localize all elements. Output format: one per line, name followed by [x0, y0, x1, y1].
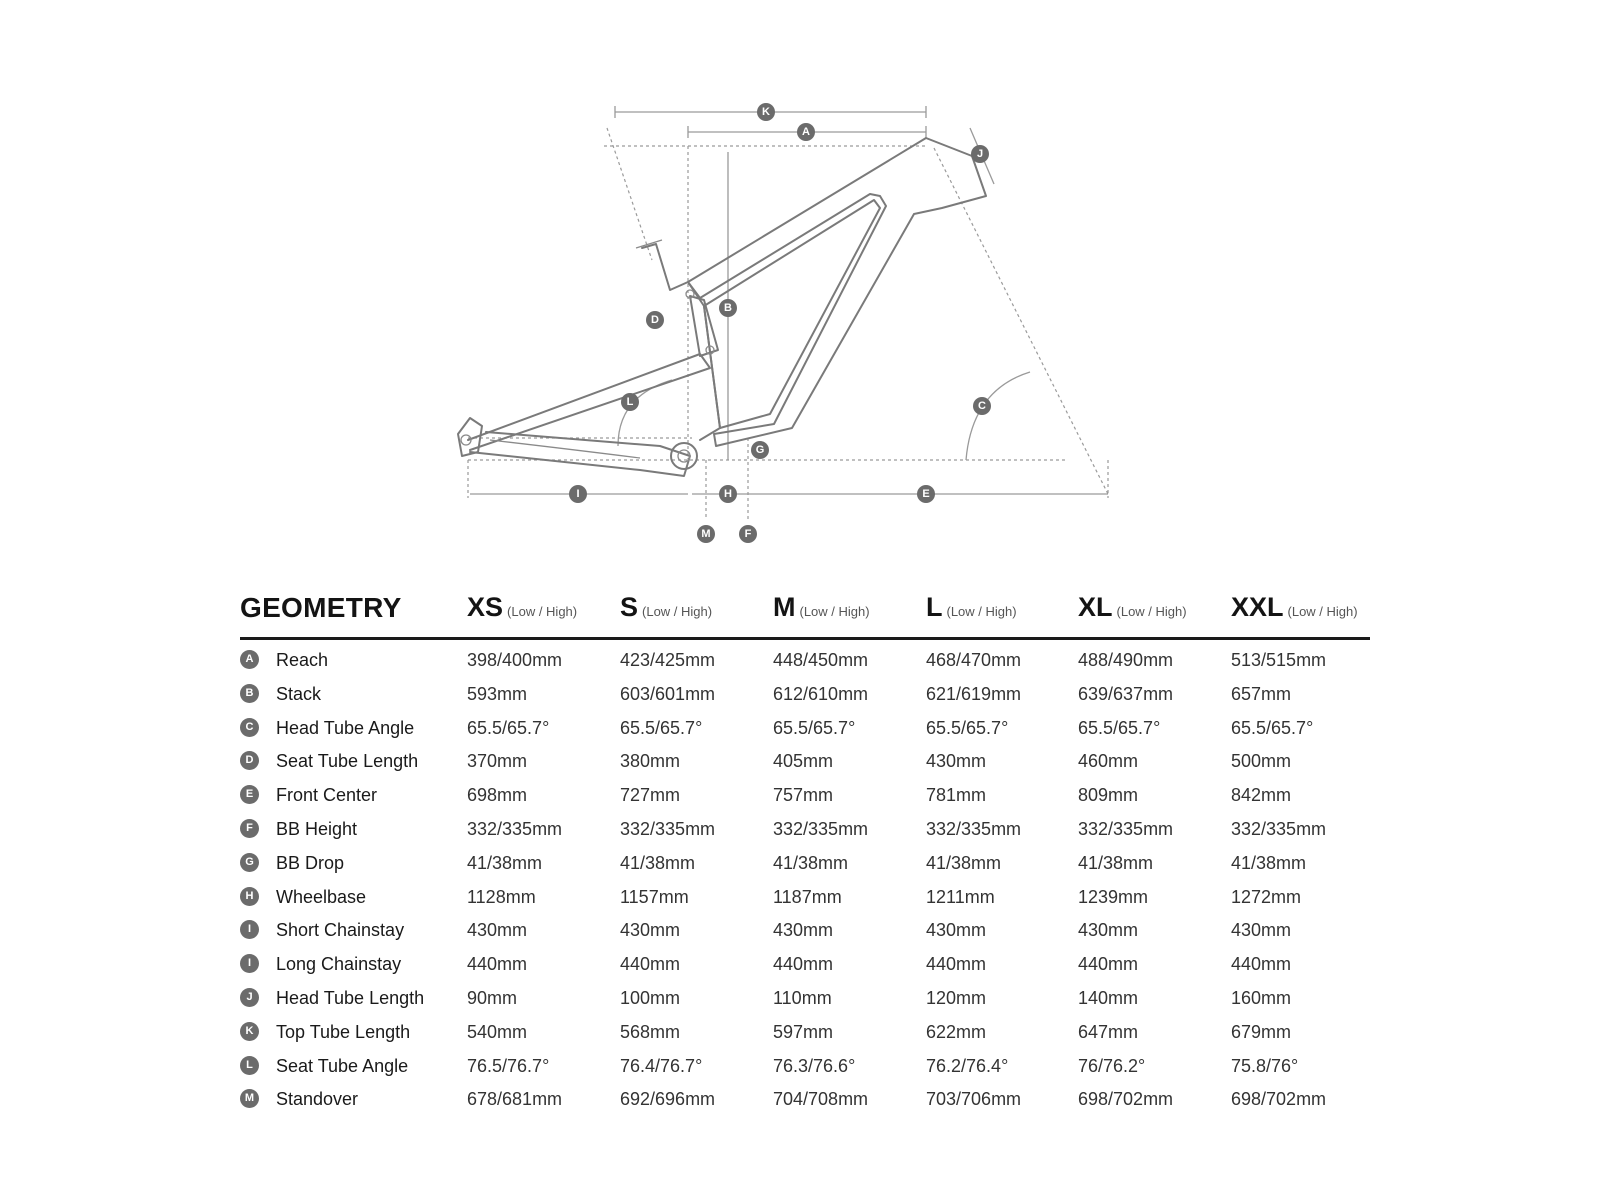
row-value-cell: 405mm [773, 751, 834, 772]
table-row [240, 711, 1370, 745]
marker-i-letter: I [576, 488, 580, 500]
size-sub: (Low / High) [1116, 604, 1187, 619]
table-row [240, 643, 1370, 677]
row-value-cell: 100mm [620, 987, 681, 1008]
row-value-cell: 842mm [1231, 785, 1292, 806]
size-header-xs [467, 592, 577, 623]
row-value-cell: 809mm [1078, 785, 1139, 806]
row-value-cell: 76.2/76.4° [926, 1055, 1009, 1076]
row-label: Short Chainstay [276, 920, 405, 941]
front-triangle-outline [688, 138, 986, 446]
size-sub: (Low / High) [642, 604, 713, 619]
marker-l-letter: L [626, 396, 634, 408]
row-letter-badge: H [240, 887, 259, 906]
table-row [240, 947, 1370, 981]
size-header-m [773, 592, 870, 623]
seat-post [642, 244, 720, 440]
row-label: Head Tube Angle [276, 717, 415, 738]
row-value-cell: 332/335mm [926, 818, 1022, 839]
row-value-cell: 65.5/65.7° [1078, 717, 1161, 738]
size-header-xl [1078, 592, 1187, 623]
row-value-cell: 448/450mm [773, 650, 869, 670]
row-letter-badge: I [240, 954, 259, 973]
marker-e-letter: E [922, 488, 930, 500]
table-row [240, 1082, 1370, 1116]
row-value-cell: 593mm [467, 683, 528, 704]
marker-m [697, 525, 715, 543]
row-value-cell: 76.3/76.6° [773, 1055, 856, 1076]
row-value-cell: 423/425mm [620, 650, 716, 670]
size-name: XL [1078, 592, 1113, 622]
marker-k-letter: K [762, 106, 770, 118]
size-sub: (Low / High) [507, 604, 578, 619]
row-value-cell: 398/400mm [467, 650, 563, 670]
row-letter-badge: I [240, 920, 259, 939]
row-value-cell: 332/335mm [620, 818, 716, 839]
row-value-cell: 698mm [467, 785, 528, 806]
marker-i [569, 485, 587, 503]
row-label: Stack [276, 683, 322, 704]
row-value-cell: 639/637mm [1078, 683, 1174, 704]
bottom-bracket [671, 443, 697, 469]
size-header-xxl [1231, 592, 1358, 623]
row-value-cell: 1272mm [1231, 886, 1302, 907]
marker-b-letter: B [724, 302, 732, 314]
row-value-cell: 430mm [1078, 920, 1139, 941]
row-value-cell: 41/38mm [467, 852, 543, 873]
row-value-cell: 781mm [926, 785, 987, 806]
row-label: BB Height [276, 818, 358, 839]
size-name: L [926, 592, 943, 622]
row-letter-badge: D [240, 751, 259, 770]
row-value-cell: 332/335mm [1078, 818, 1174, 839]
row-value-cell: 90mm [467, 987, 518, 1008]
row-value-cell: 1187mm [773, 886, 842, 907]
header-divider [240, 637, 1370, 640]
row-value-cell: 76/76.2° [1078, 1055, 1146, 1076]
marker-d-letter: D [651, 314, 659, 326]
row-value-cell: 41/38mm [1231, 852, 1307, 873]
row-label: Head Tube Length [276, 987, 425, 1008]
row-value-cell: 703/706mm [926, 1089, 1022, 1110]
row-label: Seat Tube Length [276, 751, 419, 772]
row-value-cell: 430mm [620, 920, 681, 941]
marker-c [973, 397, 991, 415]
row-label: Seat Tube Angle [276, 1055, 409, 1076]
size-name: XXL [1231, 592, 1284, 622]
marker-h [719, 485, 737, 503]
row-value-cell: 698/702mm [1231, 1089, 1327, 1110]
marker-h-letter: H [724, 488, 732, 500]
marker-f [739, 525, 757, 543]
row-value-cell: 332/335mm [773, 818, 869, 839]
row-label: Reach [276, 650, 329, 670]
row-value-cell: 430mm [1231, 920, 1292, 941]
row-label: Long Chainstay [276, 954, 402, 975]
row-letter-badge: M [240, 1089, 259, 1108]
row-label: Front Center [276, 785, 378, 806]
row-value-cell: 692/696mm [620, 1089, 716, 1110]
row-value-cell: 140mm [1078, 987, 1139, 1008]
row-letter-badge: B [240, 684, 259, 703]
row-value-cell: 76.5/76.7° [467, 1055, 550, 1076]
marker-f-letter: F [744, 528, 752, 540]
row-value-cell: 657mm [1231, 683, 1292, 704]
row-value-cell: 727mm [620, 785, 681, 806]
row-value-cell: 621/619mm [926, 683, 1022, 704]
frame-geometry-diagram [0, 0, 1600, 560]
row-value-cell: 160mm [1231, 987, 1292, 1008]
row-value-cell: 468/470mm [926, 650, 1022, 670]
table-row [240, 778, 1370, 812]
row-value-cell: 679mm [1231, 1021, 1292, 1042]
geometry-table [240, 582, 1370, 1110]
size-header-l [926, 592, 1017, 623]
row-value-cell: 1211mm [926, 886, 995, 907]
row-value-cell: 41/38mm [1078, 852, 1154, 873]
geometry-table-header [240, 582, 1370, 626]
row-value-cell: 440mm [926, 954, 987, 975]
table-row [240, 1015, 1370, 1049]
row-value-cell: 430mm [467, 920, 528, 941]
row-value-cell: 698/702mm [1078, 1089, 1174, 1110]
row-value-cell: 678/681mm [467, 1089, 563, 1110]
row-value-cell: 65.5/65.7° [773, 717, 856, 738]
table-row [240, 846, 1370, 880]
size-header-s [620, 592, 712, 623]
row-value-cell: 430mm [926, 920, 987, 941]
row-value-cell: 75.8/76° [1231, 1055, 1299, 1076]
row-value-cell: 603/601mm [620, 683, 716, 704]
row-label: Standover [276, 1089, 359, 1110]
row-letter-badge: A [240, 650, 259, 669]
row-value-cell: 41/38mm [620, 852, 696, 873]
marker-c-letter: C [978, 400, 986, 412]
size-name: XS [467, 592, 504, 622]
geometry-rows [240, 643, 1370, 1116]
marker-d [646, 311, 664, 329]
row-value-cell: 41/38mm [926, 852, 1002, 873]
marker-g-letter: G [755, 444, 765, 456]
row-value-cell: 1157mm [620, 886, 689, 907]
size-sub: (Low / High) [946, 604, 1017, 619]
marker-l [621, 393, 639, 411]
steering-axis-line [934, 148, 1108, 494]
angle-arc-c [966, 372, 1030, 460]
row-value-cell: 76.4/76.7° [620, 1055, 703, 1076]
geometry-title: GEOMETRY [240, 592, 402, 623]
row-letter-badge: E [240, 785, 259, 804]
row-value-cell: 65.5/65.7° [467, 717, 550, 738]
row-letter-badge: J [240, 988, 259, 1007]
size-name: S [620, 592, 639, 622]
marker-a [797, 123, 815, 141]
marker-j-letter: J [976, 148, 984, 160]
row-value-cell: 647mm [1078, 1021, 1139, 1042]
row-value-cell: 704/708mm [773, 1089, 869, 1110]
table-row [240, 812, 1370, 846]
table-row [240, 744, 1370, 778]
size-name: M [773, 592, 796, 622]
row-value-cell: 110mm [773, 987, 832, 1008]
row-value-cell: 370mm [467, 751, 528, 772]
row-value-cell: 757mm [773, 785, 834, 806]
marker-j [971, 145, 989, 163]
row-value-cell: 440mm [1231, 954, 1292, 975]
row-value-cell: 65.5/65.7° [926, 717, 1009, 738]
marker-e [917, 485, 935, 503]
row-value-cell: 460mm [1078, 751, 1139, 772]
row-value-cell: 430mm [926, 751, 987, 772]
marker-g [751, 441, 769, 459]
row-value-cell: 120mm [926, 987, 987, 1008]
marker-b [719, 299, 737, 317]
table-row [240, 1049, 1370, 1083]
row-label: BB Drop [276, 852, 345, 873]
marker-k [757, 103, 775, 121]
row-value-cell: 540mm [467, 1021, 528, 1042]
row-value-cell: 332/335mm [467, 818, 563, 839]
row-value-cell: 568mm [620, 1021, 681, 1042]
row-letter-badge: C [240, 718, 259, 737]
row-value-cell: 440mm [1078, 954, 1139, 975]
table-row [240, 880, 1370, 914]
table-row [240, 677, 1370, 711]
swingarm-seatstay [468, 354, 710, 450]
seat-tube-reference-line [607, 128, 652, 260]
row-value-cell: 597mm [773, 1021, 834, 1042]
marker-a-letter: A [802, 126, 810, 138]
row-letter-badge: G [240, 853, 259, 872]
row-value-cell: 622mm [926, 1021, 987, 1042]
row-value-cell: 440mm [620, 954, 681, 975]
row-letter-badge: F [240, 819, 259, 838]
row-value-cell: 65.5/65.7° [1231, 717, 1314, 738]
row-letter-badge: K [240, 1022, 259, 1041]
row-value-cell: 500mm [1231, 751, 1292, 772]
row-value-cell: 380mm [620, 751, 681, 772]
row-value-cell: 332/335mm [1231, 818, 1327, 839]
row-letter-badge: L [240, 1056, 259, 1075]
row-value-cell: 65.5/65.7° [620, 717, 703, 738]
row-value-cell: 488/490mm [1078, 650, 1174, 670]
size-sub: (Low / High) [799, 604, 870, 619]
row-label: Top Tube Length [276, 1021, 411, 1042]
row-label: Wheelbase [276, 886, 367, 907]
row-value-cell: 513/515mm [1231, 650, 1327, 670]
table-row [240, 913, 1370, 947]
table-row [240, 981, 1370, 1015]
row-value-cell: 440mm [773, 954, 834, 975]
row-value-cell: 41/38mm [773, 852, 849, 873]
row-value-cell: 430mm [773, 920, 834, 941]
marker-m-letter: M [701, 528, 711, 540]
size-sub: (Low / High) [1287, 604, 1358, 619]
row-value-cell: 612/610mm [773, 683, 869, 704]
row-value-cell: 1128mm [467, 886, 536, 907]
row-value-cell: 1239mm [1078, 886, 1149, 907]
row-value-cell: 440mm [467, 954, 528, 975]
